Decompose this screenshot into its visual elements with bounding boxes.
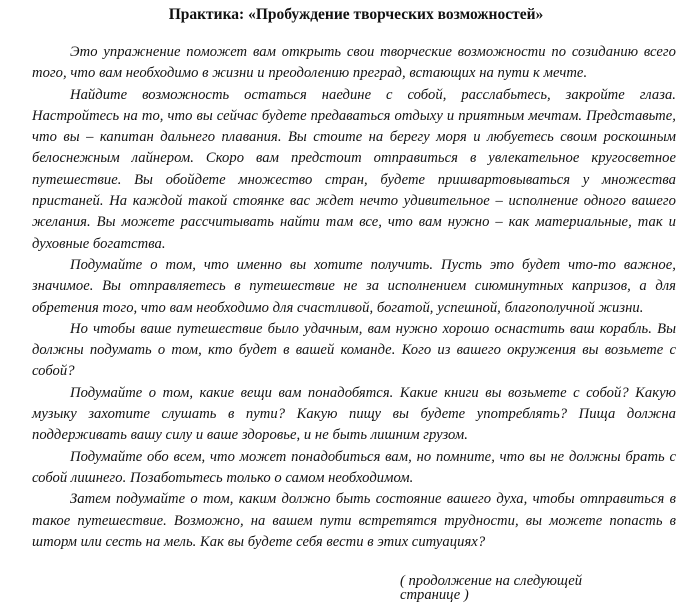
paragraph-only-necessary: Подумайте обо всем, что может понадобиться вам, но помните, что вы не должны брать с собой лишнего. Позаботьтесь только о самом необходимом. bbox=[32, 448, 676, 486]
paragraph-things-needed: Подумайте о том, какие вещи вам понадобятся. Какие книги вы возьмете с собой? Какую музыку захотите слушать в пути? Какую пищу вы будете употреблять? Пища должна поддерживать вашу силу и ваше здоровье, и не быть лишним грузом. bbox=[32, 384, 676, 444]
cut-off-line-text: ( продолжение на следующей странице ) bbox=[400, 573, 583, 603]
paragraph-state-of-spirit: Затем подумайте о том, каким должно быть состояние вашего духа, чтобы отправиться в такое путешествие. Возможно, на вашем пути встретятся трудности, вы можете попасть в шторм или сесть на мель. Как вы будете себя вести в этих ситуациях? bbox=[32, 491, 676, 550]
paragraph-crew: Но чтобы ваше путешествие было удачным, вам нужно хорошо оснастить ваш корабль. Вы должны подумать о том, кто будет в вашей команде. Кого из вашего окружения вы возьмете с собой? bbox=[32, 320, 676, 380]
page-title: Практика: «Пробуждение творческих возможностей» bbox=[168, 6, 544, 23]
cut-off-next-line bbox=[400, 567, 630, 603]
paragraph-relax-captain: Найдите возможность остаться наедине с собой, расслабьтесь, закройте глаза. Настройтесь на то, что вы сейчас будете предаваться отдыху и приятным мечтам. Представьте, что вы – капитан дальнего плавания. Вы стоите на берегу моря и любуетесь своим роскошным белоснежным лайнером. Скоро вам предстоит отправиться в увлекательное кругосветное путешествие. Вы обойдете множество стран, будете пришвартовываться у множества пристаней. На каждой такой стоянке вас ждет нечто удивительное – исполнение одного вашего желания. Вы можете рассчитывать найти там все, что вам нужно – как материальные, так и духовные богатства. bbox=[32, 86, 676, 252]
paragraph-intro: Это упражнение поможет вам открыть свои творческие возможности по созиданию всего того, что вам необходимо в жизни и преодолению преград, встающих на пути к мечте. bbox=[32, 44, 676, 82]
paragraph-what-you-want: Подумайте о том, что именно вы хотите получить. Пусть это будет что-то важное, значимое. Вы отправляетесь в путешествие не за исполнением сиюминутных капризов, а для обретения того, что вам необходимо для счастливой, богатой, успешной, благополучной жизни. bbox=[32, 256, 676, 316]
